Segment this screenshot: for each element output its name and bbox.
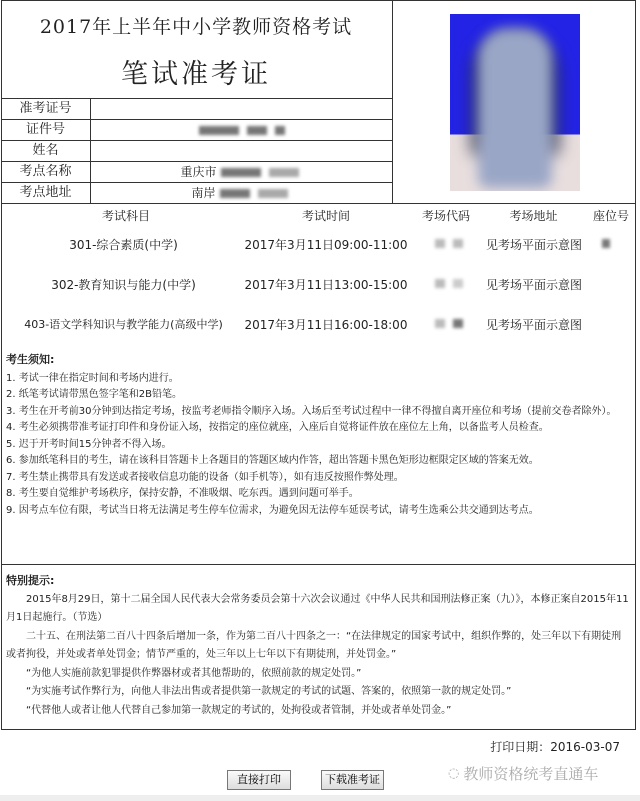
info-label: 姓名 xyxy=(1,141,91,161)
seat-masked xyxy=(591,236,621,250)
notice-item: 1. 考试一律在指定时间和考场内进行。 xyxy=(6,372,179,384)
notice-item: 4. 考生必须携带准考证打印件和身份证入场，按指定的座位就座，入座后自觉将证件放在座位左上角，以备监考人员检查。 xyxy=(6,422,549,433)
special-paragraph: 二十五、在刑法第二百八十四条后增加一条，作为第二百八十四条之一：“在法律规定的国家考试中，组织作弊的，处三年以下有期徒刑或者拘役，并处或者单处罚金；情节严重的，处三年以上七年以下有期徒刑，并处罚金。” xyxy=(6,630,622,660)
room-code-masked xyxy=(416,316,481,330)
col-time: 考试时间 xyxy=(301,209,350,223)
subject-name: 302-教育知识与能力(中学) xyxy=(51,278,196,292)
info-label: 证件号 xyxy=(1,120,91,140)
info-row-name xyxy=(1,140,392,161)
notice-item: 2. 纸笔考试请带黑色签字笔和2B铅笔。 xyxy=(6,389,182,400)
col-seat: 座位号 xyxy=(592,209,629,223)
watermark xyxy=(448,763,598,784)
info-label: 考点地址 xyxy=(1,183,91,204)
info-label: 考点名称 xyxy=(1,162,91,182)
notice-item: 7. 考生禁止携带具有发送或者接收信息功能的设备（如手机等），如有违反按照作弊处理。 xyxy=(6,471,404,483)
info-value xyxy=(91,99,392,119)
subject-name: 403-语文学科知识与教学能力(高级中学) xyxy=(24,318,223,331)
special-title: 特别提示: xyxy=(6,574,55,587)
info-row-ticket-number xyxy=(1,98,392,119)
wechat-icon: ◌ xyxy=(448,766,460,781)
notice-item: 8. 考生要自觉维护考场秩序，保持安静，不准吸烟、吃东西。遇到问题可举手。 xyxy=(6,488,359,499)
special-notice xyxy=(6,572,631,720)
candidate-notice xyxy=(6,352,631,519)
room-address: 见考场平面示意图 xyxy=(485,278,582,292)
info-row-site-address xyxy=(1,182,392,204)
room-address: 见考场平面示意图 xyxy=(485,238,582,252)
notice-title: 考生须知: xyxy=(6,353,55,366)
ticket-title: 笔试准考证 xyxy=(121,59,271,90)
subject-name: 301-综合素质(中学) xyxy=(69,238,178,252)
bottom-bar xyxy=(0,795,640,801)
exam-title: 2017年上半年中小学教师资格考试 xyxy=(39,16,353,38)
print-date: 打印日期：2016-03-07 xyxy=(490,740,620,754)
col-room-address: 考场地址 xyxy=(509,209,558,223)
candidate-photo xyxy=(450,14,580,191)
info-value: 重庆市 xyxy=(91,162,392,182)
col-room-code: 考场代码 xyxy=(421,209,470,223)
subject-time: 2017年3月11日16:00-18:00 xyxy=(244,318,408,332)
info-row-exam-site xyxy=(1,161,392,182)
notice-item: 6. 参加纸笔科目的考生，请在该科目答题卡上各题目的答题区域内作答，超出答题卡黑色矩形边框限定区域的答案无效。 xyxy=(6,455,539,466)
special-paragraph: 2015年8月29日，第十二届全国人民代表大会常务委员会第十六次会议通过《中华人民共和国刑法修正案（九）》，本修正案自2015年11月1日起施行。（节选） xyxy=(6,593,629,623)
col-subject: 考试科目 xyxy=(101,209,150,223)
room-code-masked xyxy=(416,276,481,290)
subject-time: 2017年3月11日13:00-15:00 xyxy=(244,278,408,292)
download-ticket-button[interactable]: 下载准考证 xyxy=(321,770,384,790)
watermark-text: 教师资格统考直通车 xyxy=(463,765,599,783)
print-button[interactable]: 直接打印 xyxy=(227,770,291,790)
special-paragraph: “为他人实施前款犯罪提供作弊器材或者其他帮助的，依照前款的规定处罚。” xyxy=(26,667,362,679)
info-value xyxy=(91,120,392,140)
room-address: 见考场平面示意图 xyxy=(485,318,582,332)
notice-item: 5. 迟于开考时间15分钟者不得入场。 xyxy=(6,438,172,450)
info-label: 准考证号 xyxy=(1,99,91,119)
notice-item: 9. 因考点车位有限，考试当日将无法满足考生停车位需求，为避免因无法停车延误考试，请考生选乘公共交通到达考点。 xyxy=(6,504,539,516)
info-row-id-number xyxy=(1,119,392,140)
info-value: 南岸 xyxy=(91,183,392,204)
special-paragraph: “为实施考试作弊行为，向他人非法出售或者提供第一款规定的考试的试题、答案的，依照第一款的规定处罚。” xyxy=(26,686,512,697)
info-value xyxy=(91,141,392,161)
special-paragraph: “代替他人或者让他人代替自己参加第一款规定的考试的，处拘役或者管制，并处或者单处罚金。” xyxy=(26,704,452,716)
subject-time: 2017年3月11日09:00-11:00 xyxy=(244,238,408,252)
notice-item: 3. 考生在开考前30分钟到达指定考场，按监考老师指令顺序入场。入场后至考试过程中一律不得擅自离开座位和考场（提前交卷者除外）。 xyxy=(6,405,617,417)
room-code-masked xyxy=(416,236,481,250)
divider-vertical xyxy=(392,0,393,204)
